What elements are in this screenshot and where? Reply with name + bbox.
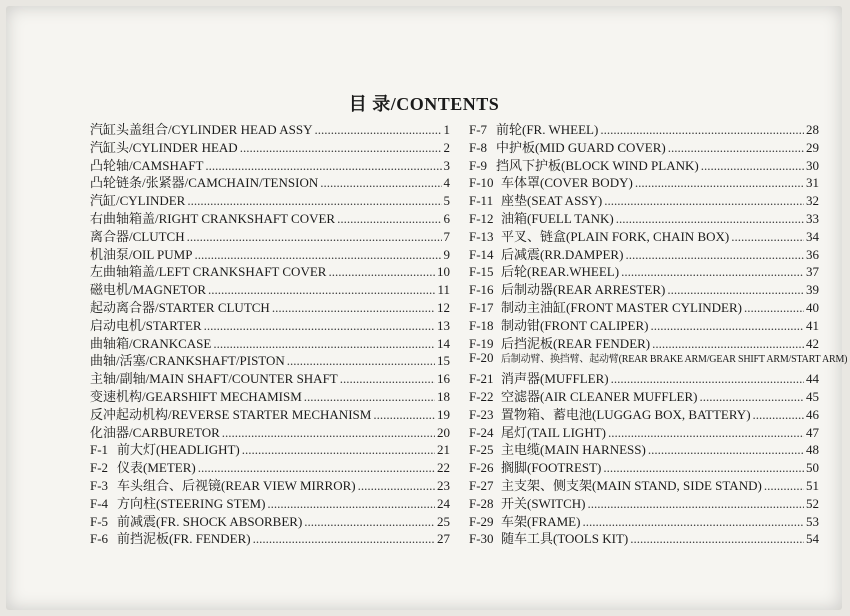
toc-entry-code: F-7	[469, 122, 488, 137]
toc-entry	[90, 119, 450, 137]
toc-leader-dots	[314, 122, 441, 138]
toc-leader-dots	[204, 318, 435, 334]
toc-leader-dots	[625, 247, 804, 263]
toc-entry	[469, 350, 848, 368]
toc-entry-code: F-25	[469, 442, 494, 458]
toc-entry-page: 50	[806, 460, 819, 476]
toc-leader-dots	[242, 442, 435, 458]
toc-entry-label: 中护板(MID GUARD COVER)	[496, 139, 666, 155]
toc-leader-dots	[764, 478, 804, 494]
toc-entry	[90, 315, 450, 333]
toc-entry	[90, 297, 450, 315]
toc-entry-page: 52	[806, 495, 819, 511]
toc-leader-dots	[187, 193, 441, 209]
toc-entry	[469, 475, 819, 493]
toc-entry-page: 46	[806, 406, 819, 422]
toc-entry-page: 3	[443, 157, 450, 173]
toc-entry-code: F-16	[469, 282, 494, 298]
toc-entry	[469, 119, 819, 137]
toc-entry	[90, 386, 450, 404]
toc-leader-dots	[668, 140, 804, 156]
toc-entry	[469, 155, 819, 173]
toc-entry	[90, 244, 450, 262]
toc-entry	[469, 190, 819, 208]
toc-entry	[90, 350, 450, 368]
toc-entry-code: F-26	[469, 460, 494, 476]
toc-entry-page: 27	[437, 531, 450, 547]
toc-entry	[469, 226, 819, 244]
toc-entry-label: 机油泵/OIL PUMP	[90, 246, 193, 262]
toc-entry	[90, 279, 450, 297]
toc-leader-dots	[652, 336, 804, 352]
toc-entry-label: 挡风下护板(BLOCK WIND PLANK)	[496, 157, 699, 173]
toc-leader-dots	[337, 211, 441, 227]
toc-entry-code: F-12	[469, 210, 494, 226]
toc-entry-label: 主电缆(MAIN HARNESS)	[501, 442, 646, 458]
toc-entry-page: 24	[437, 495, 450, 511]
toc-leader-dots	[320, 175, 441, 191]
toc-entry	[469, 528, 819, 546]
toc-entry-label: 油箱(FUELL TANK)	[501, 210, 614, 226]
toc-leader-dots	[588, 496, 805, 512]
toc-entry	[469, 493, 819, 511]
toc-entry-label: 凸轮链条/张紧器/CAMCHAIN/TENSION	[90, 175, 319, 191]
toc-leader-dots	[304, 514, 435, 530]
toc-entry	[469, 244, 819, 262]
toc-leader-dots	[253, 531, 435, 547]
toc-entry-label: 车架(FRAME)	[501, 513, 581, 529]
toc-entry-page: 18	[437, 388, 450, 404]
toc-leader-dots	[635, 175, 804, 191]
toc-entry-page: 32	[806, 193, 819, 209]
toc-entry-page: 25	[437, 513, 450, 529]
toc-entry-label: 方向柱(STEERING STEM)	[117, 495, 266, 511]
toc-entry-page: 7	[443, 228, 450, 244]
toc-entry-label: 右曲轴箱盖/RIGHT CRANKSHAFT COVER	[90, 210, 336, 226]
contents-column-left	[90, 119, 450, 546]
toc-entry-code: F-9	[469, 157, 488, 173]
toc-entry-code: F-19	[469, 335, 494, 351]
toc-entry-page: 54	[806, 531, 819, 547]
toc-leader-dots	[603, 460, 804, 476]
toc-entry-page: 13	[437, 317, 450, 333]
page-title: 目 录/CONTENTS	[348, 94, 500, 114]
toc-entry-label: 主支架、侧支架(MAIN STAND, SIDE STAND)	[501, 477, 762, 493]
toc-entry-label: 仪表(METER)	[117, 460, 196, 476]
toc-entry-page: 45	[806, 388, 819, 404]
toc-leader-dots	[373, 407, 435, 423]
toc-leader-dots	[753, 407, 804, 423]
toc-entry-code: F-13	[469, 228, 494, 244]
toc-entry-label: 后减震(RR.DAMPER)	[501, 246, 624, 262]
toc-entry-page: 40	[806, 299, 819, 315]
toc-leader-dots	[611, 371, 804, 387]
toc-entry-label: 反冲起动机构/REVERSE STARTER MECHANISM	[90, 406, 372, 422]
toc-leader-dots	[213, 336, 435, 352]
toc-entry	[469, 297, 819, 315]
toc-entry	[469, 368, 819, 386]
toc-entry-page: 39	[806, 282, 819, 298]
toc-leader-dots	[582, 514, 804, 530]
toc-entry-code: F-3	[90, 477, 109, 493]
toc-entry	[90, 439, 450, 457]
toc-entry-label: 曲轴箱/CRANKCASE	[90, 335, 212, 351]
toc-entry-page: 30	[806, 157, 819, 173]
toc-leader-dots	[208, 282, 435, 298]
toc-entry-page: 48	[806, 442, 819, 458]
toc-entry-page: 20	[437, 424, 450, 440]
toc-leader-dots	[616, 211, 804, 227]
toc-entry-label: 凸轮轴/CAMSHAFT	[90, 157, 204, 173]
toc-leader-dots	[600, 122, 804, 138]
toc-entry-page: 11	[437, 282, 450, 298]
toc-entry-label: 平叉、链盒(PLAIN FORK, CHAIN BOX)	[501, 228, 730, 244]
toc-entry-label: 制动主油缸(FRONT MASTER CYLINDER)	[501, 299, 742, 315]
toc-entry-label: 汽缸头盖组合/CYLINDER HEAD ASSY	[90, 122, 313, 137]
toc-entry-label: 制动钳(FRONT CALIPER)	[501, 317, 649, 333]
toc-entry-page: 4	[443, 175, 450, 191]
toc-entry-code: F-21	[469, 371, 494, 387]
toc-entry-label: 尾灯(TAIL LIGHT)	[501, 424, 606, 440]
toc-entry-label: 空滤器(AIR CLEANER MUFFLER)	[501, 388, 698, 404]
toc-entry-label: 开关(SWITCH)	[501, 495, 586, 511]
toc-leader-dots	[187, 229, 442, 245]
toc-entry-label: 搁脚(FOOTREST)	[501, 460, 602, 476]
toc-entry-label: 座垫(SEAT ASSY)	[501, 193, 603, 209]
toc-entry-page: 51	[806, 477, 819, 493]
toc-entry-code: F-17	[469, 299, 494, 315]
toc-entry-code: F-11	[469, 193, 494, 209]
toc-entry-page: 21	[437, 442, 450, 458]
toc-entry-label: 磁电机/MAGNETOR	[90, 282, 207, 298]
toc-entry-code: F-23	[469, 406, 494, 422]
toc-leader-dots	[272, 300, 435, 316]
toc-entry-page: 36	[806, 246, 819, 262]
toc-leader-dots	[744, 300, 804, 316]
toc-entry-code: F-29	[469, 513, 494, 529]
toc-entry-page: 28	[806, 122, 819, 137]
toc-entry-page: 29	[806, 139, 819, 155]
toc-entry	[469, 457, 819, 475]
toc-entry-page: 15	[437, 353, 450, 369]
toc-leader-dots	[648, 442, 804, 458]
toc-entry	[90, 261, 450, 279]
toc-entry	[90, 155, 450, 173]
toc-entry	[90, 137, 450, 155]
toc-entry-label: 左曲轴箱盖/LEFT CRANKSHAFT COVER	[90, 264, 327, 280]
toc-entry-code: F-22	[469, 388, 494, 404]
toc-entry-label: 后挡泥板(REAR FENDER)	[501, 335, 651, 351]
toc-leader-dots	[198, 460, 435, 476]
toc-entry	[469, 386, 819, 404]
toc-entry	[90, 475, 450, 493]
toc-leader-dots	[608, 425, 804, 441]
toc-entry	[469, 404, 819, 422]
toc-entry-label: 汽缸头/CYLINDER HEAD	[90, 139, 238, 155]
toc-leader-dots	[328, 264, 435, 280]
toc-entry	[469, 172, 819, 190]
contents-column-right	[469, 119, 848, 547]
toc-entry-code: F-24	[469, 424, 494, 440]
toc-entry	[469, 439, 819, 457]
toc-entry	[469, 261, 819, 279]
toc-entry	[469, 315, 819, 333]
toc-entry-page: 10	[437, 264, 450, 280]
toc-entry-label: 变速机构/GEARSHIFT MECHAMISM	[90, 388, 302, 404]
toc-entry-code: F-15	[469, 264, 494, 280]
toc-entry-label: 前轮(FR. WHEEL)	[496, 122, 599, 137]
toc-entry	[469, 137, 819, 155]
toc-leader-dots	[287, 353, 435, 369]
toc-entry-page: 1	[443, 122, 450, 137]
toc-leader-dots	[604, 193, 804, 209]
toc-entry-code: F-10	[469, 175, 494, 191]
contents-page	[6, 6, 848, 610]
toc-entry	[90, 190, 450, 208]
toc-entry-page: 12	[437, 299, 450, 315]
toc-entry-page: 19	[437, 406, 450, 422]
toc-leader-dots	[267, 496, 435, 512]
toc-entry	[469, 333, 819, 351]
toc-entry-code: F-2	[90, 460, 109, 476]
toc-entry-code: F-8	[469, 139, 488, 155]
toc-entry-label: 后制动器(REAR ARRESTER)	[501, 282, 666, 298]
toc-entry-page: 44	[806, 371, 819, 387]
toc-entry-page: 34	[806, 228, 819, 244]
toc-entry-label: 消声器(MUFFLER)	[501, 371, 609, 387]
toc-entry-page: 41	[806, 317, 819, 333]
toc-entry-code: F-4	[90, 495, 109, 511]
toc-leader-dots	[667, 282, 804, 298]
toc-entry-code: F-5	[90, 513, 109, 529]
toc-entry-page: 53	[806, 513, 819, 529]
toc-entry-page: 22	[437, 460, 450, 476]
toc-entry-label: 随车工具(TOOLS KIT)	[501, 531, 629, 547]
toc-entry-page: 47	[806, 424, 819, 440]
toc-entry-page: 5	[443, 193, 450, 209]
toc-entry-label: 车头组合、后视镜(REAR VIEW MIRROR)	[117, 477, 356, 493]
toc-leader-dots	[630, 531, 804, 547]
toc-entry-label: 汽缸/CYLINDER	[90, 193, 186, 209]
toc-entry-code: F-1	[90, 442, 109, 458]
toc-entry	[90, 493, 450, 511]
toc-leader-dots	[194, 247, 441, 263]
toc-entry	[469, 422, 819, 440]
toc-entry-code: F-27	[469, 477, 494, 493]
toc-entry	[90, 172, 450, 190]
toc-entry-code: F-14	[469, 246, 494, 262]
toc-leader-dots	[699, 389, 804, 405]
toc-entry-code: F-30	[469, 531, 494, 547]
toc-entry-page: 9	[443, 246, 450, 262]
toc-entry-page: 33	[806, 210, 819, 226]
toc-entry-code: F-28	[469, 495, 494, 511]
toc-leader-dots	[205, 158, 441, 174]
toc-entry-page: 6	[443, 210, 450, 226]
toc-entry-label: 前挡泥板(FR. FENDER)	[117, 531, 251, 547]
toc-entry-label: 置物箱、蓄电池(LUGGAG BOX, BATTERY)	[501, 406, 751, 422]
toc-entry-page: 23	[437, 477, 450, 493]
toc-entry-label: 化油器/CARBURETOR	[90, 424, 220, 440]
toc-leader-dots	[222, 425, 435, 441]
toc-entry	[90, 457, 450, 475]
toc-entry-label: 后轮(REAR.WHEEL)	[501, 264, 620, 280]
toc-entry-page: 31	[806, 175, 819, 191]
toc-entry	[90, 368, 450, 386]
toc-entry-label: 离合器/CLUTCH	[90, 228, 185, 244]
toc-entry	[90, 511, 450, 529]
toc-entry-label: 后制动臂、换挡臂、起动臂(REAR BRAKE ARM/GEAR SHIFT ARM/START ARM)	[501, 354, 848, 366]
toc-entry	[90, 404, 450, 422]
toc-entry-page: 2	[443, 139, 450, 155]
toc-entry-page: 37	[806, 264, 819, 280]
toc-leader-dots	[650, 318, 804, 334]
toc-entry-page: 14	[437, 335, 450, 351]
toc-entry	[469, 511, 819, 529]
toc-entry-page: 16	[437, 371, 450, 387]
toc-entry-label: 曲轴/活塞/CRANKSHAFT/PISTON	[90, 353, 285, 369]
toc-entry-code: F-20	[469, 350, 494, 366]
toc-leader-dots	[621, 264, 804, 280]
toc-leader-dots	[304, 389, 435, 405]
toc-entry-label: 主轴/副轴/MAIN SHAFT/COUNTER SHAFT	[90, 371, 338, 387]
toc-entry	[90, 208, 450, 226]
toc-entry	[90, 528, 450, 546]
toc-entry	[90, 333, 450, 351]
toc-entry-page: 42	[806, 335, 819, 351]
toc-entry-label: 启动电机/STARTER	[90, 317, 202, 333]
toc-leader-dots	[701, 158, 804, 174]
toc-entry-code: F-18	[469, 317, 494, 333]
toc-leader-dots	[731, 229, 804, 245]
toc-leader-dots	[240, 140, 442, 156]
toc-entry	[90, 226, 450, 244]
toc-entry-label: 起动离合器/STARTER CLUTCH	[90, 299, 270, 315]
toc-entry	[469, 208, 819, 226]
toc-entry	[90, 422, 450, 440]
toc-leader-dots	[358, 478, 435, 494]
toc-entry-label: 前减震(FR. SHOCK ABSORBER)	[117, 513, 303, 529]
toc-entry	[469, 279, 819, 297]
toc-entry-label: 车体罩(COVER BODY)	[501, 175, 633, 191]
toc-leader-dots	[340, 371, 435, 387]
toc-entry-code: F-6	[90, 531, 109, 547]
toc-entry-label: 前大灯(HEADLIGHT)	[117, 442, 240, 458]
